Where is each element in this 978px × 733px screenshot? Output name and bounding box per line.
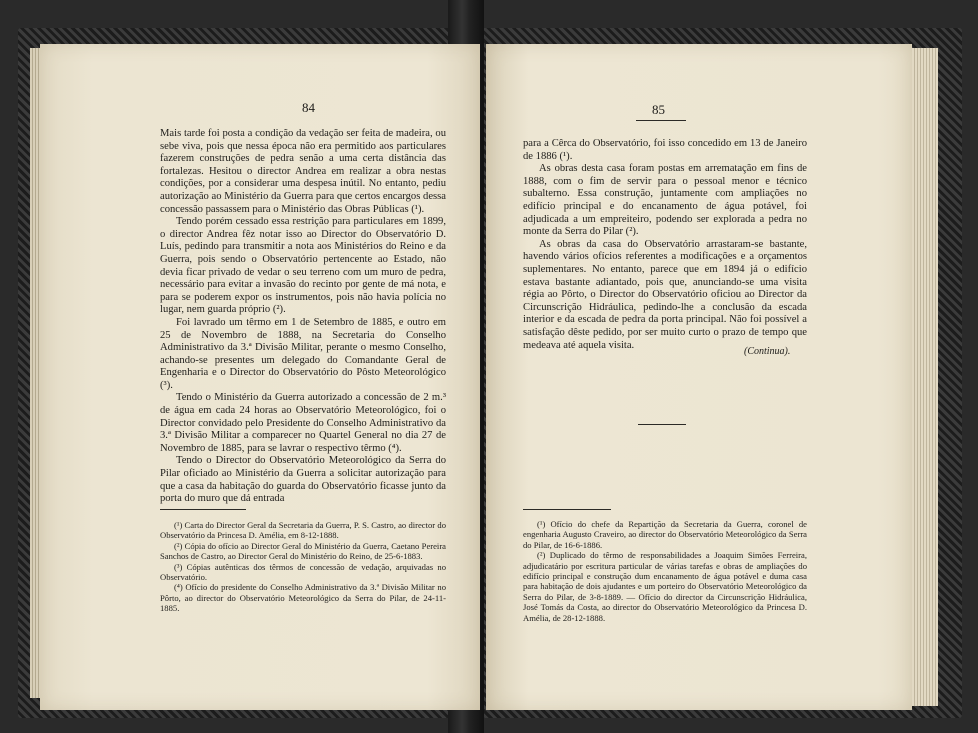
footnote: (¹) Ofício do chefe da Repartição da Secretaria da Guerra, coronel de engenharia Augusto Craveiro, ao director do Observatório Meteorológico da Serra do Pilar, de 16-6-1886. bbox=[523, 519, 807, 550]
continued-note: (Continua). bbox=[744, 346, 791, 357]
page-number: 84 bbox=[302, 100, 315, 115]
page-body-text bbox=[523, 138, 807, 352]
section-end-rule bbox=[638, 424, 686, 425]
footnote: (¹) Carta do Director Geral da Secretaria da Guerra, P. S. Castro, ao director do Observatório da Princesa D. Amélia, em 8-12-1888. bbox=[160, 520, 446, 541]
right-page bbox=[486, 44, 912, 710]
paragraph: Tendo o Ministério da Guerra autorizado a concessão de 2 m.³ de água em cada 24 horas ao Observatório Meteorológico, foi o Director convidado pelo Presidente do Conselho Administrativo da 3.ª Divisão Militar a comparecer no Quartel General no dia 27 de Novembro de 1885, para se lavrar o respectivo têrmo (⁴). bbox=[160, 392, 446, 454]
page-number: 85 bbox=[652, 102, 665, 117]
paragraph: Tendo o Director do Observatório Meteorológico da Serra do Pilar oficiado ao Ministério da Guerra a solicitar autorização para que a casa da habitação do guarda do Observatório ficasse junto da porta do muro que dá entrada bbox=[160, 455, 446, 505]
page-number-rule bbox=[636, 120, 686, 121]
page-edges-right bbox=[912, 48, 938, 706]
footnote: (²) Cópia do ofício ao Director Geral do Ministério da Guerra, Caetano Pereira Sanchos de Castro, ao Director Geral do Ministério do Reino, de 25-6-1883. bbox=[160, 540, 446, 562]
paragraph: Foi lavrado um têrmo em 1 de Setembro de 1885, e outro em 25 de Novembro de 1888, na Secretaria do Conselho Administrativo da 3.ª Divisão Militar, perante o mesmo Conselho, achando-se presentes um delegado do Comandante Geral de Engenharia e o Director do Observatório do Pôsto Meteorológico (³). bbox=[160, 316, 446, 391]
footnote: (²) Duplicado do têrmo de responsabilidades a Joaquim Simões Ferreira, adjudicatário por escritura particular de várias tarefas e obras de ampliações do edifício principal e construção dum encanamento de água potável e duma casa para habitação de dois ajudantes e um porteiro do Observatório Meteorológico da Serra do Pilar, de 3-8-1889. — Ofício do director da Circunscrição Hidráulica, José Tomás da Costa, ao director do Observatório Meteorológico da Princesa D. Amélia, de 28-12-1888. bbox=[523, 550, 807, 623]
paragraph: As obras desta casa foram postas em arrematação em fins de 1888, com o fim de servir para o pessoal menor e técnico subalterno. Essa construção, juntamente com ampliações no edifício principal e do encanamento de água potável, foi adjudicada a um empreiteiro, podendo ser explorada a pedra no monte da Serra do Pilar (²). bbox=[523, 163, 807, 238]
footnotes bbox=[160, 520, 446, 614]
footnote: (⁴) Ofício do presidente do Conselho Administrativo da 3.ª Divisão Militar no Pôrto, ao director do Observatório Meteorológico da Serra do Pilar, de 24-11-1885. bbox=[160, 582, 446, 614]
footnote-rule bbox=[523, 509, 611, 510]
paragraph: Mais tarde foi posta a condição da vedação ser feita de madeira, ou sebe viva, pois que nessa época não era permitido aos particulares fazerem construções de pedra senão a uma certa distância das fortalezas. Hesitou o director Andrea em realizar a obra nestas condições, por a considerar uma despesa inútil. No entanto, pediu autorização ao Ministério da Guerra para que certos encargos dessa concessão passassem para o Ministério das Obras Públicas (¹). bbox=[160, 128, 446, 215]
footnote: (³) Cópias autênticas dos têrmos de concessão de vedação, arquivadas no Observatório. bbox=[160, 561, 446, 583]
paragraph: para a Cêrca do Observatório, foi isso concedido em 13 de Janeiro de 1886 (¹). bbox=[523, 138, 807, 162]
paragraph: As obras da casa do Observatório arrastaram-se bastante, havendo vários ofícios referentes a modificações e a orçamentos suplementares. No entanto, parece que em 1894 já o edifício estava bastante adiantado, pois que, anunciando-se uma visita régia ao Pôrto, o Director do Observatório oficiou ao Director da Circunscrição Hidráulica, pedindo-lhe a conclusão da escada interior e da escada de pedra da porta principal. Não foi possível a satisfação dêste pedido, por ser muito curto o prazo de tempo que medeava até aquela visita. bbox=[523, 238, 807, 351]
page-body-text bbox=[160, 128, 446, 506]
paragraph: Tendo porém cessado essa restrição para particulares em 1899, o director Andrea fêz notar isso ao Director do Observatório D. Luís, pedindo para transmitir a nota aos Ministérios do Reino e da Guerra, pois sendo o Observatório pertencente ao Estado, não devia ficar privado de vedar o seu terreno com um muro de pedra, necessário para evitar a invasão do recinto por gente de má nota, e para se poderem expor os instrumentos, pois não havia polícia no lugar, nem guarda próprio (²). bbox=[160, 216, 446, 316]
footnote-rule bbox=[160, 509, 246, 510]
footnotes bbox=[523, 519, 807, 623]
left-page bbox=[40, 44, 480, 710]
